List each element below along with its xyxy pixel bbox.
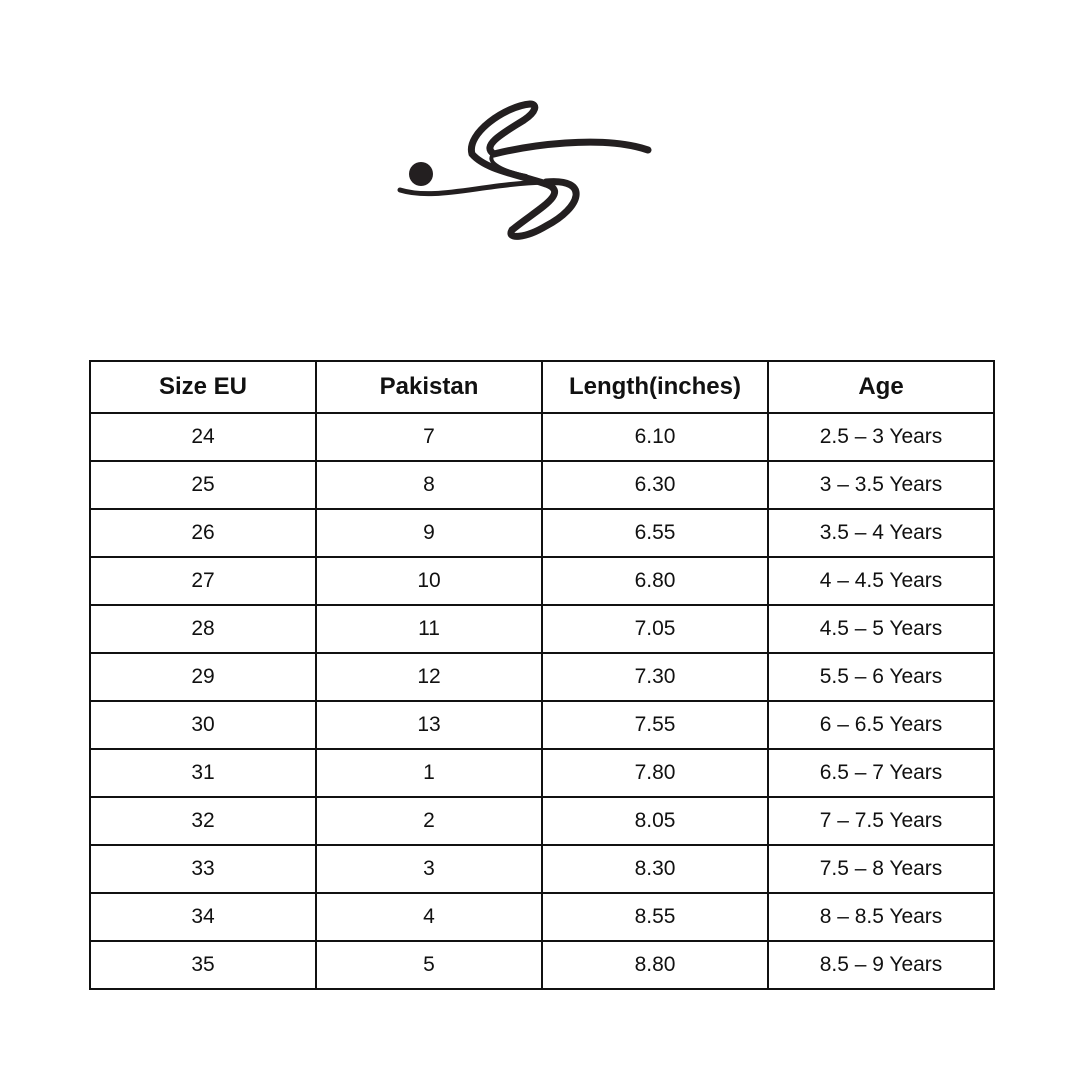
table-row: [90, 701, 994, 749]
cell-age: 3.5 – 4 Years: [768, 509, 994, 557]
column-header-length: Length(inches): [542, 361, 768, 413]
column-header-pakistan: Pakistan: [316, 361, 542, 413]
cell-size-eu: 32: [90, 797, 316, 845]
cell-pakistan: 3: [316, 845, 542, 893]
cell-pakistan: 2: [316, 797, 542, 845]
cell-size-eu: 31: [90, 749, 316, 797]
table-row: [90, 797, 994, 845]
table-row: [90, 413, 994, 461]
cell-age: 7 – 7.5 Years: [768, 797, 994, 845]
cell-length: 7.05: [542, 605, 768, 653]
cell-length: 8.55: [542, 893, 768, 941]
cell-age: 6 – 6.5 Years: [768, 701, 994, 749]
cell-length: 6.80: [542, 557, 768, 605]
cell-size-eu: 30: [90, 701, 316, 749]
cell-age: 5.5 – 6 Years: [768, 653, 994, 701]
cell-pakistan: 8: [316, 461, 542, 509]
cell-pakistan: 4: [316, 893, 542, 941]
cell-length: 7.30: [542, 653, 768, 701]
cell-age: 7.5 – 8 Years: [768, 845, 994, 893]
cell-size-eu: 27: [90, 557, 316, 605]
cell-length: 7.80: [542, 749, 768, 797]
cell-pakistan: 11: [316, 605, 542, 653]
cell-pakistan: 9: [316, 509, 542, 557]
cell-size-eu: 26: [90, 509, 316, 557]
cell-pakistan: 12: [316, 653, 542, 701]
cell-age: 6.5 – 7 Years: [768, 749, 994, 797]
table-row: [90, 845, 994, 893]
table-row: [90, 893, 994, 941]
table-row: [90, 557, 994, 605]
table-row: [90, 461, 994, 509]
cell-length: 6.30: [542, 461, 768, 509]
cell-size-eu: 24: [90, 413, 316, 461]
cell-size-eu: 33: [90, 845, 316, 893]
table-body: [90, 413, 994, 989]
table-row: [90, 749, 994, 797]
size-chart-table: [89, 360, 995, 990]
cell-age: 8.5 – 9 Years: [768, 941, 994, 989]
cell-pakistan: 1: [316, 749, 542, 797]
table-row: [90, 509, 994, 557]
column-header-age: Age: [768, 361, 994, 413]
column-header-size-eu: Size EU: [90, 361, 316, 413]
cell-age: 4 – 4.5 Years: [768, 557, 994, 605]
cell-size-eu: 25: [90, 461, 316, 509]
table-row: [90, 605, 994, 653]
cell-size-eu: 35: [90, 941, 316, 989]
cell-length: 6.55: [542, 509, 768, 557]
cell-pakistan: 13: [316, 701, 542, 749]
cell-size-eu: 28: [90, 605, 316, 653]
brand-logo: [396, 98, 652, 240]
table-row: [90, 653, 994, 701]
cell-length: 7.55: [542, 701, 768, 749]
table-row: [90, 941, 994, 989]
cell-age: 2.5 – 3 Years: [768, 413, 994, 461]
cell-length: 8.05: [542, 797, 768, 845]
cell-size-eu: 34: [90, 893, 316, 941]
cell-pakistan: 7: [316, 413, 542, 461]
cell-age: 3 – 3.5 Years: [768, 461, 994, 509]
cell-age: 4.5 – 5 Years: [768, 605, 994, 653]
cell-pakistan: 5: [316, 941, 542, 989]
table-header-row: [90, 361, 994, 413]
cell-age: 8 – 8.5 Years: [768, 893, 994, 941]
cell-length: 8.80: [542, 941, 768, 989]
cell-pakistan: 10: [316, 557, 542, 605]
cell-size-eu: 29: [90, 653, 316, 701]
swoosh-logo-icon: [396, 98, 652, 240]
cell-length: 8.30: [542, 845, 768, 893]
cell-length: 6.10: [542, 413, 768, 461]
